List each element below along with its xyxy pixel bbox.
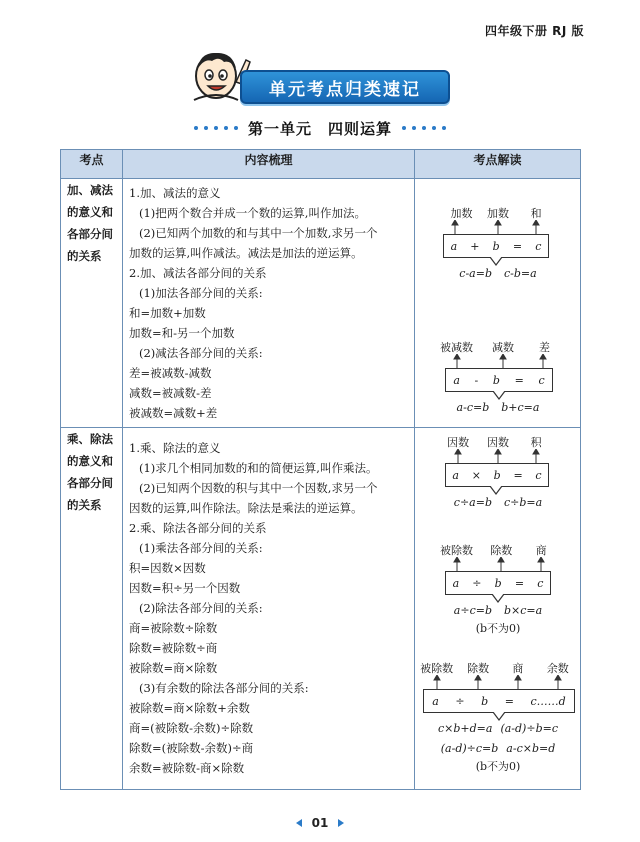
- grade-label: 四年级下册 RJ 版: [484, 24, 584, 38]
- decorative-dots-right: [402, 126, 446, 130]
- up-arrows-icon: [415, 557, 581, 571]
- diagram-label: 除数: [467, 662, 490, 675]
- content-line: (2)已知两个因数的积与其中一个因数,求另一个: [139, 481, 378, 495]
- content-line: (3)有余数的除法各部分间的关系:: [139, 681, 309, 695]
- unit-banner: [186, 46, 448, 106]
- content-line: 除数=(被除数-余数)÷商: [129, 741, 254, 755]
- down-notch-icon: [415, 391, 581, 401]
- up-arrows-icon: [415, 675, 581, 689]
- diagram-label: 被减数: [440, 341, 473, 354]
- diagram-label: 被除数: [440, 544, 473, 557]
- diagram-label: 商: [512, 662, 524, 675]
- content-line: (2)已知两个加数的和与其中一个加数,求另一个: [139, 226, 378, 240]
- diagram-label: 积: [530, 436, 542, 449]
- content-line: 减数=被减数-差: [129, 386, 212, 400]
- page-footer: [0, 816, 640, 830]
- content-line: (1)加法各部分间的关系:: [139, 286, 263, 300]
- diagram-label: 余数: [546, 662, 569, 675]
- page-number: 01: [311, 816, 329, 830]
- content-line: 被除数=商×除数+余数: [129, 701, 250, 715]
- diagram-results: c÷a=b c÷b=a: [453, 496, 543, 509]
- diagram-results: a÷c=b b×c=a: [453, 604, 543, 617]
- equation-box: a ÷ b = c: [445, 571, 551, 595]
- diagram-label: 因数: [447, 436, 470, 449]
- content-line: 除数=被除数÷商: [129, 641, 218, 655]
- topic-add-sub: 加、减法 的意义和 各部分间 的关系: [61, 179, 123, 428]
- content-line: 加数的运算,叫作减法。减法是加法的逆运算。: [129, 246, 363, 260]
- content-line: 1.加、减法的意义: [129, 186, 221, 200]
- header-note: 考点解读: [415, 150, 581, 179]
- equation-box: a × b = c: [445, 463, 549, 487]
- content-line: 商=(被除数-余数)÷除数: [129, 721, 254, 735]
- note-add-sub: [415, 179, 581, 428]
- content-add-sub: [123, 179, 415, 428]
- up-arrows-icon: [415, 354, 581, 368]
- content-line: (2)减法各部分间的关系:: [139, 346, 263, 360]
- content-line: 因数=积÷另一个因数: [129, 581, 241, 595]
- down-notch-icon: [415, 712, 581, 722]
- diagram-label: 差: [538, 341, 550, 354]
- down-notch-icon: [415, 486, 581, 496]
- unit-name: 四则运算: [328, 119, 393, 138]
- content-line: 积=因数×因数: [129, 561, 206, 575]
- diagram-label: 因数: [487, 436, 509, 449]
- decorative-dots-left: [194, 126, 238, 130]
- content-mul-div: [123, 428, 415, 790]
- next-page-icon: [338, 819, 344, 827]
- table-row-mul-div: [61, 428, 581, 790]
- unit-number: 第一单元: [247, 119, 312, 138]
- section-title: [248, 118, 392, 139]
- equation-box: a + b = c: [443, 234, 549, 258]
- content-line: 1.乘、除法的意义: [129, 441, 221, 455]
- topic-mul-div: 乘、除法 的意义和 各部分间 的关系: [61, 428, 123, 790]
- header-topic: 考点: [61, 150, 123, 179]
- diagram-label: 除数: [490, 544, 513, 557]
- content-line: 因数的运算,叫作除法。除法是乘法的逆运算。: [129, 501, 363, 515]
- note-mul-div: [415, 428, 581, 790]
- diagram-label: 被除数: [420, 662, 454, 675]
- header-content: 内容梳理: [123, 150, 415, 179]
- table-header-row: [61, 150, 581, 179]
- content-line: (1)乘法各部分间的关系:: [139, 541, 263, 555]
- summary-table: [60, 149, 581, 790]
- equation-box: a ÷ b = c……d: [423, 689, 575, 713]
- content-line: 余数=被除数-商×除数: [129, 761, 245, 775]
- diagram-results-2: (a-d)÷c=b a-c×b=d: [440, 742, 556, 755]
- down-notch-icon: [415, 594, 581, 604]
- divisor-note: (b不为0): [475, 622, 521, 635]
- section-heading: [0, 116, 640, 140]
- diagram-results: c-a=b c-b=a: [459, 267, 537, 280]
- diagram-results: a-c=b b+c=a: [456, 401, 540, 414]
- prev-page-icon: [296, 819, 302, 827]
- content-line: 被除数=商×除数: [129, 661, 218, 675]
- diagram-label: 商: [535, 544, 547, 557]
- up-arrows-icon: [415, 449, 581, 463]
- content-line: 2.乘、除法各部分间的关系: [129, 521, 267, 535]
- content-line: 和=加数+加数: [129, 306, 206, 320]
- divisor-note: (b不为0): [475, 760, 521, 773]
- content-line: (1)求几个相同加数的和的简便运算,叫作乘法。: [139, 461, 378, 475]
- diagram-label: 减数: [491, 341, 514, 354]
- content-line: 商=被除数÷除数: [129, 621, 218, 635]
- diagram-label: 加数: [487, 207, 509, 220]
- content-line: 被减数=减数+差: [129, 406, 218, 420]
- content-line: 差=被减数-减数: [129, 366, 212, 380]
- content-line: 2.加、减法各部分间的关系: [129, 266, 267, 280]
- content-line: 加数=和-另一个加数: [129, 326, 235, 340]
- content-line: (2)除法各部分间的关系:: [139, 601, 263, 615]
- diagram-label: 加数: [450, 207, 473, 220]
- table-row-add-sub: [61, 179, 581, 428]
- diagram-label: 和: [530, 207, 542, 220]
- equation-box: a - b = c: [445, 368, 553, 392]
- down-notch-icon: [415, 257, 581, 267]
- banner-title: 单元考点归类速记: [240, 70, 450, 104]
- up-arrows-icon: [415, 220, 581, 234]
- content-line: (1)把两个数合并成一个数的运算,叫作加法。: [139, 206, 366, 220]
- diagram-results: c×b+d=a (a-d)÷b=c: [438, 722, 558, 735]
